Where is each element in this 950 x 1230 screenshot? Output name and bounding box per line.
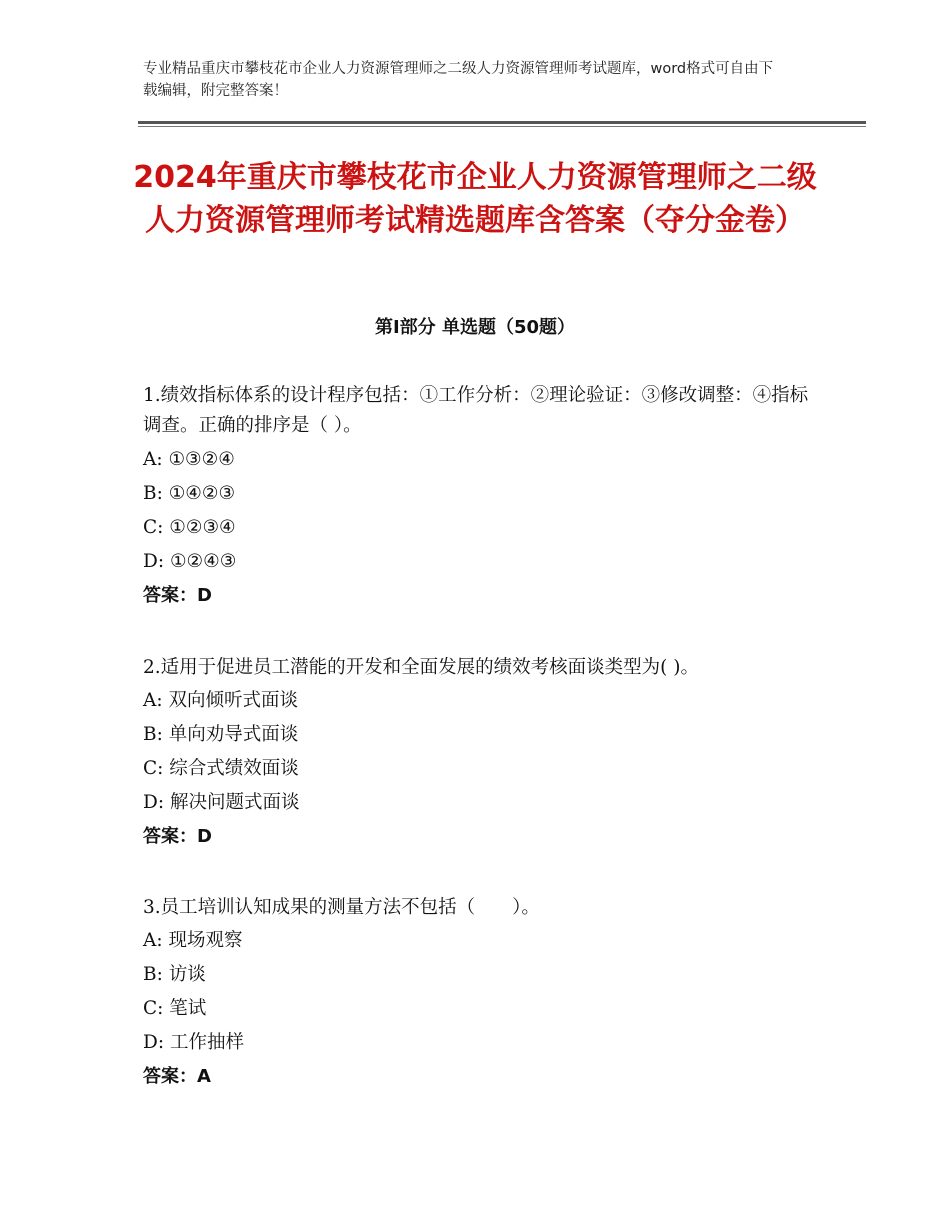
option-b: B: 单向劝导式面谈: [143, 724, 299, 745]
option-b: B: 访谈: [143, 964, 206, 985]
question-3: [143, 893, 823, 1094]
option-d: D: 解决问题式面谈: [143, 792, 300, 813]
document-title: 2024年重庆市攀枝花市企业人力资源管理师之二级人力资源管理师考试精选题库含答案（夺分金卷）: [133, 160, 817, 238]
option-c: C: 综合式绩效面谈: [143, 758, 299, 779]
header-divider-thin: [138, 126, 866, 127]
question-stem: 3.员工培训认知成果的测量方法不包括（ ）。: [143, 897, 540, 918]
answer: 答案：D: [143, 585, 212, 606]
question-stem: 1.绩效指标体系的设计程序包括：①工作分析：②理论验证：③修改调整：④指标调查。正确的排序是（ ）。: [143, 385, 809, 436]
option-d: D: ①②④③: [143, 551, 237, 572]
answer: 答案：A: [143, 1066, 211, 1087]
question-stem: 2.适用于促进员工潜能的开发和全面发展的绩效考核面谈类型为( )。: [143, 657, 699, 678]
option-a: A: 现场观察: [143, 930, 243, 951]
option-c: C: 笔试: [143, 998, 207, 1019]
section-title: 第Ⅰ部分 单选题（50题）: [374, 317, 575, 338]
option-d: D: 工作抽样: [143, 1032, 244, 1053]
option-c: C: ①②③④: [143, 517, 236, 538]
option-a: A: ①③②④: [143, 449, 235, 470]
header-divider: [138, 121, 866, 124]
answer: 答案：D: [143, 826, 212, 847]
option-b: B: ①④②③: [143, 483, 236, 504]
option-a: A: 双向倾听式面谈: [143, 690, 298, 711]
question-1: [143, 381, 823, 613]
header-note: 专业精品重庆市攀枝花市企业人力资源管理师之二级人力资源管理师考试题库，word格式可自由下载编辑，附完整答案！: [143, 61, 774, 99]
question-2: [143, 653, 823, 854]
